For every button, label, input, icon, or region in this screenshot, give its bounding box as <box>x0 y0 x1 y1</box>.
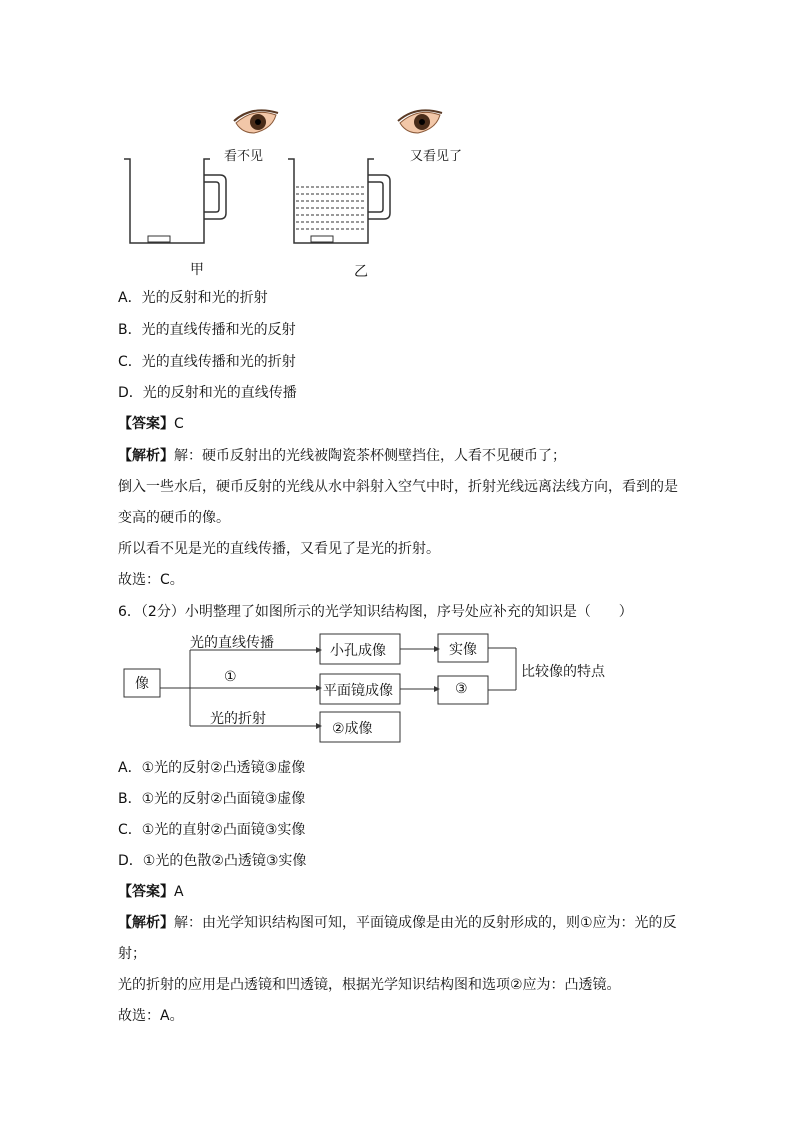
box-plane-mirror: 平面镜成像 <box>323 683 393 699</box>
q5-option-a: A．光的反射和光的折射 <box>118 290 268 306</box>
knowledge-diagram <box>118 628 618 748</box>
q6-analysis-1: 【解析】解：由光学知识结构图可知，平面镜成像是由光的反射形成的，则①应为：光的反 <box>118 915 677 931</box>
right-label: 乙 <box>354 264 368 280</box>
coin-left <box>148 236 170 242</box>
answer-value: A <box>174 884 184 900</box>
q6-option-d: D．①光的色散②凸透镜③实像 <box>118 853 307 869</box>
root-box-label: 像 <box>135 676 149 692</box>
left-caption: 看不见 <box>224 149 264 164</box>
q6-analysis-3: 光的折射的应用是凸透镜和凹透镜，根据光学知识结构图和选项②应为：凸透镜。 <box>118 977 621 993</box>
analysis-tag: 【解析】 <box>118 915 174 931</box>
eye-icon <box>234 110 278 133</box>
branch-label-1: 光的直线传播 <box>190 635 274 651</box>
answer-value: C <box>174 416 184 432</box>
q5-answer <box>118 414 184 434</box>
result-3: ③ <box>455 681 468 697</box>
branch-label-2: ① <box>224 669 237 685</box>
right-caption: 又看见了 <box>410 149 463 164</box>
branch-label-3: 光的折射 <box>210 711 266 727</box>
q5-analysis-3: 变高的硬币的像。 <box>118 510 230 526</box>
left-label: 甲 <box>190 262 204 278</box>
q5-option-c: C．光的直线传播和光的折射 <box>118 354 296 370</box>
answer-tag: 【答案】 <box>118 884 174 900</box>
coin-right <box>311 236 333 242</box>
water <box>296 187 366 229</box>
box-lens: ②成像 <box>332 721 373 737</box>
q5-analysis-5: 故选：C。 <box>118 572 184 588</box>
q5-analysis-4: 所以看不见是光的直线传播，又看见了是光的折射。 <box>118 541 440 557</box>
q6-option-a: A．①光的反射②凸透镜③虚像 <box>118 760 306 776</box>
q6-option-b: B．①光的反射②凸面镜③虚像 <box>118 791 306 807</box>
eye-icon <box>398 110 442 133</box>
cup-figure-drawing <box>118 105 478 280</box>
q5-analysis-1: 【解析】解：硬币反射出的光线被陶瓷茶杯侧壁挡住，人看不见硬币了； <box>118 448 566 464</box>
q5-analysis-2: 倒入一些水后，硬币反射的光线从水中斜射入空气中时，折射光线远离法线方向，看到的是 <box>118 479 678 495</box>
cup-figure <box>118 105 478 280</box>
answer-tag: 【答案】 <box>118 416 174 432</box>
result-real: 实像 <box>449 642 477 658</box>
q6-stem: 6．（2分）小明整理了如图所示的光学知识结构图，序号处应补充的知识是（ ） <box>118 604 633 620</box>
left-cup <box>124 159 226 243</box>
compare-label: 比较像的特点 <box>521 664 605 680</box>
q5-option-b: B．光的直线传播和光的反射 <box>118 322 296 338</box>
q6-analysis-2: 射； <box>118 946 146 962</box>
q6-option-c: C．①光的直射②凸面镜③实像 <box>118 822 306 838</box>
box-pinhole: 小孔成像 <box>330 643 386 659</box>
q6-answer <box>118 882 184 902</box>
q6-analysis-4: 故选：A。 <box>118 1008 184 1024</box>
analysis-tag: 【解析】 <box>118 448 174 464</box>
q5-option-d: D．光的反射和光的直线传播 <box>118 385 297 401</box>
